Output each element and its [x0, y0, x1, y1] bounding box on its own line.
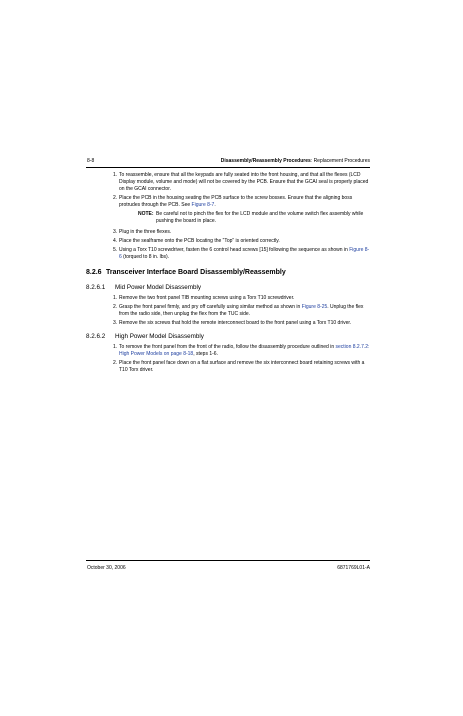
high-power-steps: [86, 344, 370, 374]
note-text: Be careful not to pinch the flex for the LCD module and the volume switch flex assembly while pushing the board in place.: [156, 211, 364, 224]
figure-link[interactable]: Figure 8-25: [301, 304, 328, 310]
section-number: 8.2.6.2: [86, 333, 106, 340]
footer-date: October 30, 2006: [87, 565, 126, 571]
step-number: 2.: [113, 360, 118, 366]
step-text: Plug in the three flexes.: [119, 229, 172, 235]
page-number: 8-8: [87, 158, 95, 164]
step-number: 2.: [113, 195, 118, 201]
page-header: [86, 157, 370, 166]
section-link[interactable]: section 8.2.7.2: High Power Models on page 8-18: [119, 344, 370, 357]
list-item: [86, 344, 370, 358]
note: [138, 211, 370, 225]
step-text: Remove the six screws that hold the remote interconnect board to the front panel using a Torx T10 driver.: [119, 320, 352, 326]
section-heading-8-2-6: [86, 268, 370, 278]
section-title: High Power Model Disassembly: [115, 333, 204, 340]
step-number: 1.: [113, 295, 118, 301]
step-text: Grasp the front panel firmly, and pry off carefully using similar method as shown in: [119, 304, 302, 310]
step-text: Using a Torx T10 screwdriver, fasten the 6 control head screws [15] following the sequence as shown in: [119, 247, 350, 253]
step-text-after: (torqued to 8 in. lbs).: [121, 254, 170, 260]
step-text-after: .: [214, 202, 216, 208]
footer-rule: [86, 560, 370, 561]
list-item: [86, 295, 370, 302]
section-number: 8.2.6: [86, 269, 102, 276]
footer-doc-number: 6871769L01-A: [337, 565, 370, 571]
figure-link[interactable]: Figure 8-7: [191, 202, 215, 208]
header-rule: [86, 167, 370, 168]
step-number: 2.: [113, 304, 118, 310]
section-heading-8-2-6-2: [86, 332, 370, 341]
step-text: Remove the two front panel TIB mounting screws using a Torx T10 screwdriver.: [119, 295, 295, 301]
section-heading-8-2-6-1: [86, 283, 370, 292]
list-item: [86, 238, 370, 245]
step-text: To remove the front panel from the front of the radio, follow the disassembly procedure outlined in: [119, 344, 336, 350]
step-number: 1.: [113, 344, 118, 350]
step-text: Place the front panel face down on a flat surface and remove the six interconnect board retaining screws with a T10 Torx driver.: [119, 360, 365, 373]
step-number: 3.: [113, 320, 118, 326]
page-content: [86, 172, 370, 376]
step-text-after: , steps 1-6.: [193, 351, 218, 357]
note-label: NOTE:: [138, 211, 154, 217]
header-title-rest: : Replacement Procedures: [310, 158, 370, 164]
list-item: [86, 247, 370, 261]
header-title-bold: Disassembly/Reassembly Procedures: [220, 158, 311, 164]
figure-link[interactable]: Figure 8-6: [119, 247, 370, 260]
step-number: 3.: [113, 229, 118, 235]
step-number: 4.: [113, 238, 118, 244]
step-text-after: . Unplug the flex from the radio side, then unplug the flex from the TUC side.: [119, 304, 364, 317]
reassembly-steps-cont: [86, 229, 370, 261]
section-title: Mid Power Model Disassembly: [115, 284, 202, 291]
header-title: [221, 157, 370, 166]
step-text: Place the sealframe onto the PCB locating the “Top” is oriented correctly.: [119, 238, 280, 244]
section-title: Transceiver Interface Board Disassembly/Reassembly: [106, 269, 286, 276]
list-item: [86, 195, 370, 209]
step-text: To reassemble, ensure that all the keypads are fully seated into the front housing, and that all the flexes (LCD Display module, volume and mode) will not be covered by the PCB. Ensure that the GCAI seal is properly placed on the GCAI connector.: [119, 172, 369, 192]
list-item: [86, 320, 370, 327]
list-item: [86, 360, 370, 374]
reassembly-steps: [86, 172, 370, 209]
page-footer: [86, 564, 370, 573]
step-number: 5.: [113, 247, 118, 253]
mid-power-steps: [86, 295, 370, 327]
step-text: Place the PCB in the housing seating the PCB surface to the screw bosses. Ensure that the aligning boss protrudes through the PCB. See: [119, 195, 353, 208]
step-number: 1.: [113, 172, 118, 178]
list-item: [86, 229, 370, 236]
list-item: [86, 304, 370, 318]
list-item: [86, 172, 370, 193]
section-number: 8.2.6.1: [86, 284, 106, 291]
